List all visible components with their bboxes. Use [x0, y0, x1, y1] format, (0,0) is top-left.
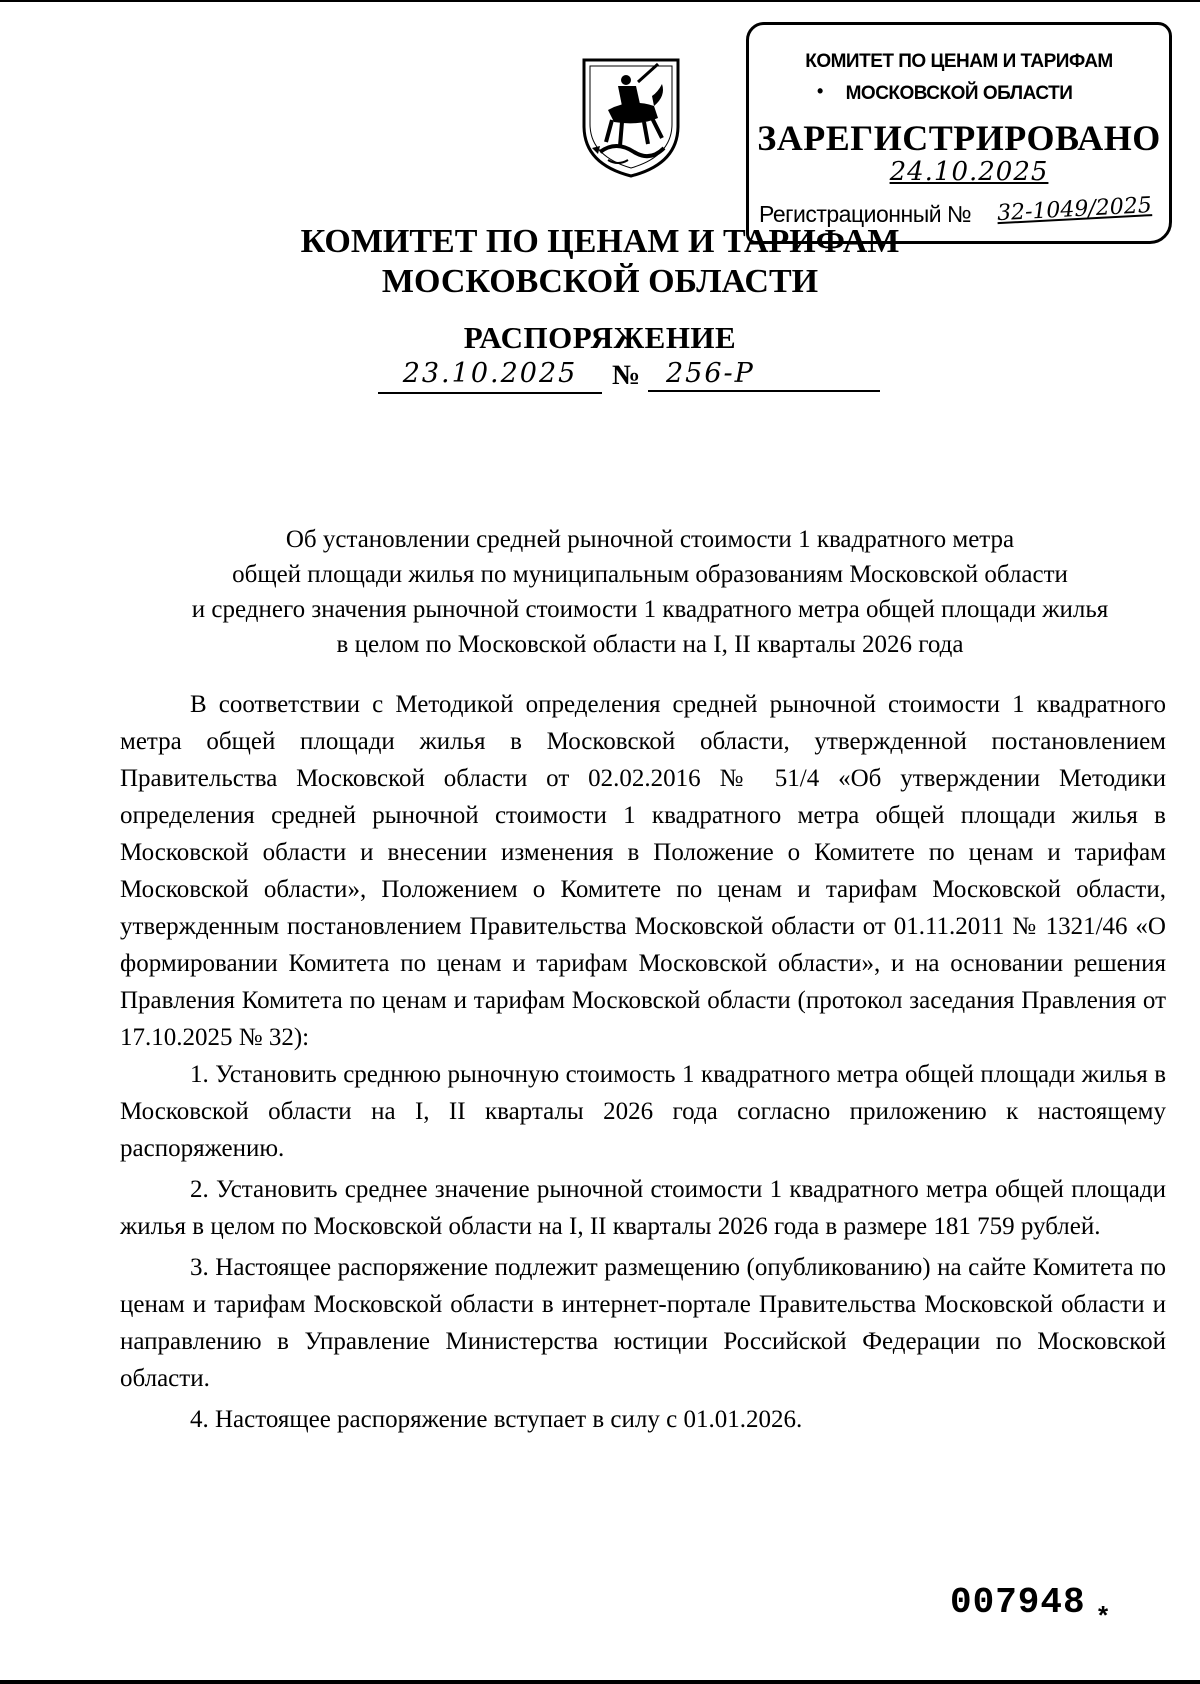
document-body	[120, 686, 1166, 1438]
heading-line: общей площади жилья по муниципальным образованиям Московской области	[232, 561, 1068, 588]
preamble-paragraph: В соответствии с Методикой определения средней рыночной стоимости 1 квадратного метра общей площади жилья в Московской области, утвержденной постановлением Правительства Московской области от 02.02.2016 № 51/4 «Об утверждении Методики определения средней рыночной стоимости 1 квадратного метра общей площади жилья в Московской области и внесении изменения в Положение о Комитете по ценам и тарифам Московской области», Положением о Комитете по ценам и тарифам Московской области, утвержденным постановлением Правительства Московской области от 01.11.2011 № 1321/46 «О формировании Комитета по ценам и тарифам Московской области», и на основании решения Правления Комитета по ценам и тарифам Московской области (протокол заседания Правления от 17.10.2025 № 32):	[120, 691, 1166, 1051]
document-date: 23.10.2025	[378, 358, 602, 394]
stamp-status: ЗАРЕГИСТРИРОВАНО	[757, 118, 1161, 158]
document-number: 256-Р	[648, 358, 880, 392]
order-item-1: 1. Установить среднюю рыночную стоимость 1 квадратного метра общей площади жилья в Московской области на I, II кварталы 2026 года согласно приложению к настоящему распоряжению.	[120, 1061, 1166, 1162]
heading-line: Об установлении средней рыночной стоимости 1 квадратного метра	[285, 526, 1015, 553]
stamp-bullet-mark: •	[817, 81, 824, 101]
document-type: РАСПОРЯЖЕНИЕ	[463, 320, 737, 355]
order-item-3: 3. Настоящее распоряжение подлежит размещению (опубликованию) на сайте Комитета по ценам и тарифам Московской области в интернет-портале Правительства Московской области и направлению в Управление Министерства юстиции Российской Федерации по Московской области.	[120, 1254, 1166, 1392]
heading-line: и среднего значения рыночной стоимости 1 квадратного метра общей площади жилья	[191, 596, 1109, 623]
bottom-border-line	[0, 1680, 1200, 1684]
stamp-org-line1: КОМИТЕТ ПО ЦЕНАМ И ТАРИФАМ	[805, 51, 1113, 72]
stamp-org-line2: МОСКОВСКОЙ ОБЛАСТИ	[845, 83, 1073, 104]
registration-stamp	[746, 22, 1172, 244]
stamp-date: 24.10.2025	[889, 157, 1049, 187]
org-title-line2: МОСКОВСКОЙ ОБЛАСТИ	[381, 263, 819, 300]
stamp-reg-label: Регистрационный №	[759, 201, 972, 227]
number-sign: №	[612, 360, 641, 391]
coat-of-arms-icon	[578, 56, 684, 180]
serial-mark: *	[1098, 1600, 1109, 1630]
heading-line: в целом по Московской области на I, II кварталы 2026 года	[336, 631, 964, 658]
serial-number: 007948	[950, 1582, 1086, 1623]
top-border-line	[0, 0, 1200, 2]
org-title-line1: КОМИТЕТ ПО ЦЕНАМ И ТАРИФАМ	[300, 223, 900, 260]
order-item-2: 2. Установить среднее значение рыночной стоимости 1 квадратного метра общей площади жилья в целом по Московской области на I, II кварталы 2026 года в размере 181 759 рублей.	[120, 1176, 1166, 1240]
document-heading	[100, 522, 1200, 662]
stamp-reg-number: 32-1049/2025	[996, 193, 1153, 227]
order-item-4: 4. Настоящее распоряжение вступает в силу с 01.01.2026.	[190, 1406, 803, 1433]
